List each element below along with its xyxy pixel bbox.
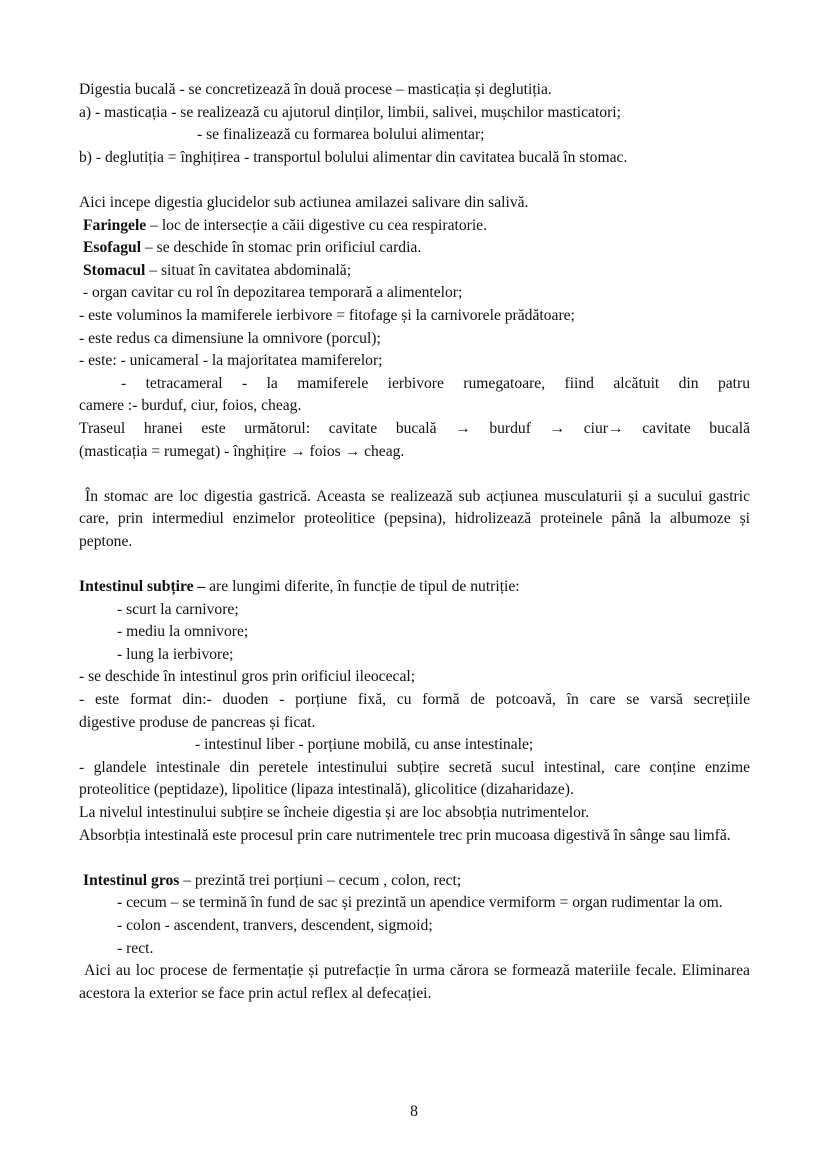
small-intestine-text: are lungimi diferite, în funcție de tipul de nutriție:: [205, 578, 520, 596]
digestion-line-4: b) - deglutiția = înghițirea - transportul bolului alimentar din cavitatea bucală în stomac.: [79, 148, 628, 166]
digestion-line-1: Digestia bucală - se concretizează în două procese – masticația și deglutiția.: [79, 81, 552, 98]
paragraph-gap: [79, 847, 750, 870]
document-page: [79, 79, 754, 1005]
stomach-line-7: - este redus ca dimensiune la omnivore (porcul);: [79, 329, 381, 347]
small-intestine-line-8: - intestinul liber - porțiune mobilă, cu anse intestinale;: [195, 736, 534, 754]
small-intestine-line-9: - glandele intestinale din peretele intestinului subțire secretă sucul intestinal, care conține enzime proteolitice (peptidaze), lipolitice (lipaza intestinală), glicolitice (dizaharidaze).: [79, 758, 750, 799]
page-number: 8: [410, 1103, 418, 1120]
small-intestine-line-2: - scurt la carnivore;: [117, 600, 239, 618]
esofag-text: – se deschide în stomac prin orificiul cardia.: [141, 239, 422, 257]
small-intestine-line-4: - lung la ierbivore;: [117, 645, 234, 663]
small-intestine-line-3: - mediu la omnivore;: [117, 623, 249, 641]
gastric-paragraph: În stomac are loc digestia gastrică. Aceasta se realizează sub acțiunea musculaturii și a sucului gastric care, prin intermediul enzimelor proteolitice (pepsina), hidrolizează proteinele până la albumoze și peptone.: [79, 487, 750, 550]
large-intestine-line-2: - cecum – se termină în fund de sac și prezintă un apendice vermiform = organ rudimentar la om.: [117, 894, 723, 912]
stomac-text: – situat în cavitatea abdominală;: [145, 261, 352, 279]
stomach-line-1: Aici incepe digestia glucidelor sub actiunea amilazei salivare din salivă.: [79, 193, 529, 211]
paragraph-gap: [79, 553, 750, 576]
faringe-text: – loc de intersecție a căii digestive cu cea respiratorie.: [146, 216, 487, 234]
large-intestine-term: Intestinul gros: [83, 871, 180, 889]
faringe-line: [79, 215, 750, 238]
stomach-line-5: - organ cavitar cu rol în depozitarea temporară a alimentelor;: [79, 284, 463, 302]
faringe-term: Faringele: [83, 216, 147, 234]
small-intestine-line-11: Absorbția intestinală este procesul prin care nutrimentele trec prin mucoasa digestivă în sânge sau limfă.: [79, 826, 731, 844]
small-intestine-line-1: [79, 576, 750, 599]
stomach-line-11: Traseul hranei este următorul: cavitate bucală → burduf → ciur→ cavitate bucală: [79, 419, 750, 437]
stomac-line: [79, 260, 750, 283]
small-intestine-line-7: digestive produse de pancreas și ficat.: [79, 713, 316, 731]
large-intestine-text: – prezintă trei porțiuni – cecum , colon, rect;: [179, 871, 462, 889]
stomach-line-6: - este voluminos la mamiferele ierbivore = fitofage și la carnivorele prădătoare;: [79, 306, 575, 324]
esofag-term: Esofagul: [83, 239, 142, 257]
stomach-line-9: - tetracameral - la mamiferele ierbivore rumegatoare, fiind alcătuit din patru: [121, 374, 750, 392]
esofag-line: [79, 237, 750, 260]
stomach-line-10: camere :- burduf, ciur, foios, cheag.: [79, 397, 302, 415]
stomach-line-8: - este: - unicameral - la majoritatea mamiferelor;: [79, 352, 383, 370]
paragraph-gap: [79, 169, 750, 192]
digestion-line-3: - se finalizează cu formarea bolului alimentar;: [197, 126, 485, 144]
paragraph-gap: [79, 463, 750, 486]
large-intestine-line-3: - colon - ascendent, tranvers, descendent, sigmoid;: [117, 916, 433, 934]
stomach-line-12: (masticația = rumegat) - înghițire → foios → cheag.: [79, 442, 405, 460]
large-intestine-line-5: Aici au loc procese de fermentație și putrefacție în urma cărora se formează materiile fecale. Eliminarea acestora la exterior se face prin actul reflex al defecației.: [79, 962, 754, 1002]
large-intestine-line-4: - rect.: [117, 939, 154, 957]
small-intestine-term: Intestinul subțire –: [79, 578, 206, 596]
stomac-term: Stomacul: [83, 261, 146, 279]
large-intestine-line-1: [79, 870, 750, 893]
small-intestine-line-5: - se deschide în intestinul gros prin orificiul ileocecal;: [79, 668, 416, 686]
digestion-line-2: a) - masticația - se realizează cu ajutorul dinților, limbii, salivei, mușchilor masticatori;: [79, 103, 621, 121]
small-intestine-line-6: - este format din:- duoden - porțiune fixă, cu formă de potcoavă, în care se varsă secrețiile: [79, 691, 750, 709]
small-intestine-line-10: La nivelul intestinului subțire se încheie digestia și are loc absobția nutrimentelor.: [79, 804, 590, 821]
